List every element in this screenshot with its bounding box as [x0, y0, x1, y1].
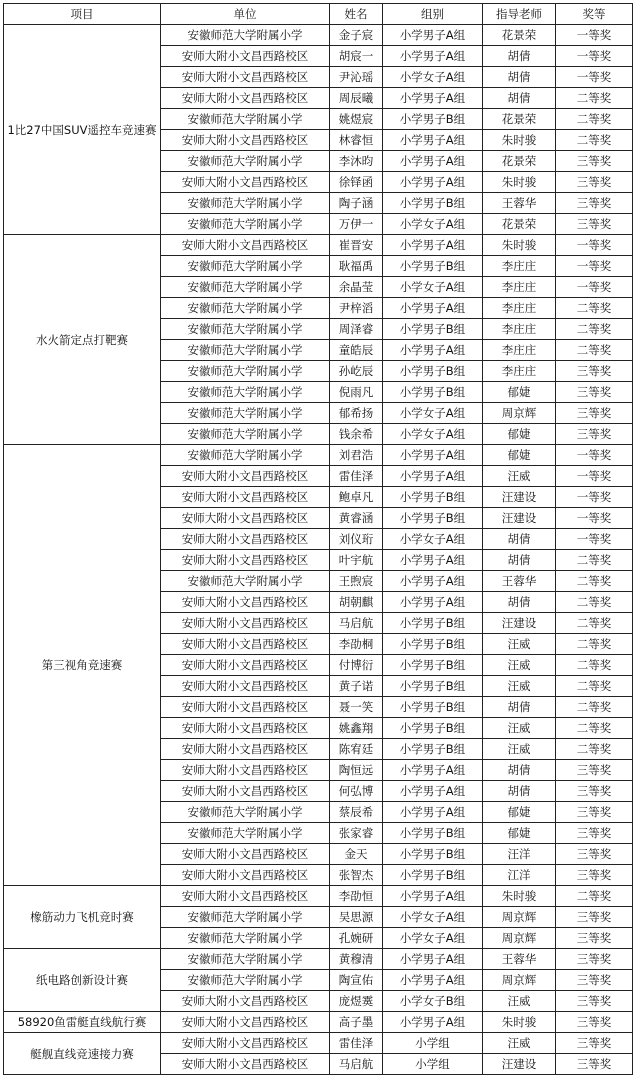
teacher-cell: 汪威 — [483, 634, 556, 655]
teacher-cell: 胡倩 — [483, 697, 556, 718]
name-cell: 钱余希 — [330, 424, 383, 445]
award-cell: 三等奖 — [556, 781, 633, 802]
teacher-cell: 朱时骏 — [483, 886, 556, 907]
name-cell: 尹沁瑶 — [330, 67, 383, 88]
group-cell: 小学男子B组 — [383, 676, 483, 697]
award-cell: 一等奖 — [556, 466, 633, 487]
teacher-cell: 汪威 — [483, 991, 556, 1012]
name-cell: 李沐昀 — [330, 151, 383, 172]
table-row — [4, 1033, 633, 1054]
header-name: 姓名 — [330, 4, 383, 25]
unit-cell: 安徽师范大学附属小学 — [161, 109, 330, 130]
group-cell: 小学男子B组 — [383, 739, 483, 760]
group-cell: 小学男子A组 — [383, 298, 483, 319]
group-cell: 小学男子B组 — [383, 109, 483, 130]
group-cell: 小学男子A组 — [383, 760, 483, 781]
name-cell: 黄穆清 — [330, 949, 383, 970]
table-row — [4, 235, 633, 256]
unit-cell: 安徽师范大学附属小学 — [161, 970, 330, 991]
teacher-cell: 花景荣 — [483, 151, 556, 172]
group-cell: 小学男子B组 — [383, 718, 483, 739]
name-cell: 耿福禹 — [330, 256, 383, 277]
name-cell: 陶子涵 — [330, 193, 383, 214]
unit-cell: 安徽师范大学附属小学 — [161, 340, 330, 361]
unit-cell: 安徽师范大学附属小学 — [161, 445, 330, 466]
award-cell: 三等奖 — [556, 151, 633, 172]
name-cell: 万伊一 — [330, 214, 383, 235]
teacher-cell: 王蓉华 — [483, 571, 556, 592]
teacher-cell: 朱时骏 — [483, 1012, 556, 1033]
award-cell: 二等奖 — [556, 739, 633, 760]
project-cell: 1比27中国SUV遥控车竞速赛 — [4, 25, 161, 235]
name-cell: 黄睿涵 — [330, 508, 383, 529]
unit-cell: 安师大附小文昌西路校区 — [161, 529, 330, 550]
group-cell: 小学男子A组 — [383, 592, 483, 613]
header-row — [4, 4, 633, 25]
group-cell: 小学男子A组 — [383, 970, 483, 991]
group-cell: 小学男子A组 — [383, 172, 483, 193]
award-cell: 三等奖 — [556, 970, 633, 991]
group-cell: 小学女子A组 — [383, 928, 483, 949]
table-row — [4, 445, 633, 466]
name-cell: 张智杰 — [330, 865, 383, 886]
unit-cell: 安徽师范大学附属小学 — [161, 928, 330, 949]
unit-cell: 安徽师范大学附属小学 — [161, 193, 330, 214]
teacher-cell: 汪威 — [483, 739, 556, 760]
unit-cell: 安徽师范大学附属小学 — [161, 361, 330, 382]
teacher-cell: 胡倩 — [483, 67, 556, 88]
unit-cell: 安师大附小文昌西路校区 — [161, 1012, 330, 1033]
name-cell: 郁希扬 — [330, 403, 383, 424]
name-cell: 高子墨 — [330, 1012, 383, 1033]
header-group: 组别 — [383, 4, 483, 25]
teacher-cell: 花景荣 — [483, 25, 556, 46]
teacher-cell: 胡倩 — [483, 592, 556, 613]
group-cell: 小学男子A组 — [383, 571, 483, 592]
header-teacher: 指导老师 — [483, 4, 556, 25]
teacher-cell: 汪威 — [483, 1033, 556, 1054]
teacher-cell: 花景荣 — [483, 214, 556, 235]
award-cell: 二等奖 — [556, 886, 633, 907]
group-cell: 小学女子B组 — [383, 991, 483, 1012]
group-cell: 小学男子A组 — [383, 25, 483, 46]
teacher-cell: 郁婕 — [483, 802, 556, 823]
teacher-cell: 周京辉 — [483, 907, 556, 928]
award-cell: 一等奖 — [556, 25, 633, 46]
group-cell: 小学男子B组 — [383, 193, 483, 214]
name-cell: 周辰曦 — [330, 88, 383, 109]
award-cell: 三等奖 — [556, 844, 633, 865]
name-cell: 马启航 — [330, 613, 383, 634]
table-body — [4, 25, 633, 1075]
name-cell: 崔晋安 — [330, 235, 383, 256]
award-cell: 二等奖 — [556, 676, 633, 697]
teacher-cell: 李庄庄 — [483, 319, 556, 340]
unit-cell: 安徽师范大学附属小学 — [161, 214, 330, 235]
teacher-cell: 周京辉 — [483, 403, 556, 424]
project-cell: 58920鱼雷艇直线航行赛 — [4, 1012, 161, 1033]
award-cell: 三等奖 — [556, 1054, 633, 1075]
group-cell: 小学男子A组 — [383, 130, 483, 151]
project-cell: 艇舰直线竞速接力赛 — [4, 1033, 161, 1075]
name-cell: 叶宇航 — [330, 550, 383, 571]
group-cell: 小学男子B组 — [383, 844, 483, 865]
unit-cell: 安徽师范大学附属小学 — [161, 802, 330, 823]
teacher-cell: 汪建设 — [483, 613, 556, 634]
award-cell: 三等奖 — [556, 403, 633, 424]
name-cell: 马启航 — [330, 1054, 383, 1075]
teacher-cell: 花景荣 — [483, 109, 556, 130]
name-cell: 陶宣佑 — [330, 970, 383, 991]
teacher-cell: 王蓉华 — [483, 949, 556, 970]
group-cell: 小学男子B组 — [383, 865, 483, 886]
award-cell: 一等奖 — [556, 235, 633, 256]
award-cell: 一等奖 — [556, 508, 633, 529]
teacher-cell: 胡倩 — [483, 529, 556, 550]
name-cell: 聂一笑 — [330, 697, 383, 718]
unit-cell: 安徽师范大学附属小学 — [161, 298, 330, 319]
name-cell: 胡朝麒 — [330, 592, 383, 613]
award-cell: 三等奖 — [556, 823, 633, 844]
award-cell: 二等奖 — [556, 697, 633, 718]
group-cell: 小学男子B组 — [383, 319, 483, 340]
name-cell: 李劭恒 — [330, 886, 383, 907]
group-cell: 小学组 — [383, 1054, 483, 1075]
unit-cell: 安徽师范大学附属小学 — [161, 823, 330, 844]
award-cell: 三等奖 — [556, 928, 633, 949]
award-cell: 一等奖 — [556, 67, 633, 88]
group-cell: 小学男子A组 — [383, 466, 483, 487]
unit-cell: 安师大附小文昌西路校区 — [161, 613, 330, 634]
unit-cell: 安师大附小文昌西路校区 — [161, 697, 330, 718]
name-cell: 胡宸一 — [330, 46, 383, 67]
teacher-cell: 胡倩 — [483, 550, 556, 571]
name-cell: 尹梓滔 — [330, 298, 383, 319]
teacher-cell: 李庄庄 — [483, 277, 556, 298]
group-cell: 小学男子B组 — [383, 634, 483, 655]
name-cell: 金子宸 — [330, 25, 383, 46]
unit-cell: 安徽师范大学附属小学 — [161, 571, 330, 592]
unit-cell: 安徽师范大学附属小学 — [161, 277, 330, 298]
table-row — [4, 886, 633, 907]
group-cell: 小学男子B组 — [383, 697, 483, 718]
name-cell: 倪雨凡 — [330, 382, 383, 403]
teacher-cell: 郁婕 — [483, 823, 556, 844]
award-cell: 二等奖 — [556, 613, 633, 634]
group-cell: 小学女子A组 — [383, 403, 483, 424]
unit-cell: 安师大附小文昌西路校区 — [161, 865, 330, 886]
name-cell: 林睿恒 — [330, 130, 383, 151]
teacher-cell: 汪威 — [483, 676, 556, 697]
teacher-cell: 胡倩 — [483, 781, 556, 802]
award-cell: 一等奖 — [556, 487, 633, 508]
unit-cell: 安师大附小文昌西路校区 — [161, 508, 330, 529]
group-cell: 小学组 — [383, 1033, 483, 1054]
name-cell: 雷佳泽 — [330, 1033, 383, 1054]
unit-cell: 安师大附小文昌西路校区 — [161, 172, 330, 193]
unit-cell: 安徽师范大学附属小学 — [161, 382, 330, 403]
group-cell: 小学男子A组 — [383, 550, 483, 571]
award-cell: 三等奖 — [556, 991, 633, 1012]
group-cell: 小学女子A组 — [383, 214, 483, 235]
award-cell: 一等奖 — [556, 256, 633, 277]
name-cell: 陈宥廷 — [330, 739, 383, 760]
group-cell: 小学男子B组 — [383, 823, 483, 844]
group-cell: 小学男子A组 — [383, 235, 483, 256]
award-cell: 三等奖 — [556, 382, 633, 403]
unit-cell: 安徽师范大学附属小学 — [161, 424, 330, 445]
award-cell: 三等奖 — [556, 949, 633, 970]
name-cell: 雷佳泽 — [330, 466, 383, 487]
group-cell: 小学男子B组 — [383, 508, 483, 529]
header-unit: 单位 — [161, 4, 330, 25]
teacher-cell: 朱时骏 — [483, 235, 556, 256]
teacher-cell: 江洋 — [483, 865, 556, 886]
teacher-cell: 郁婕 — [483, 424, 556, 445]
group-cell: 小学女子A组 — [383, 529, 483, 550]
name-cell: 姚鑫翔 — [330, 718, 383, 739]
unit-cell: 安师大附小文昌西路校区 — [161, 1033, 330, 1054]
name-cell: 黄子诺 — [330, 676, 383, 697]
teacher-cell: 李庄庄 — [483, 340, 556, 361]
name-cell: 童皓辰 — [330, 340, 383, 361]
teacher-cell: 周京辉 — [483, 970, 556, 991]
teacher-cell: 汪建设 — [483, 487, 556, 508]
name-cell: 孔婉研 — [330, 928, 383, 949]
unit-cell: 安师大附小文昌西路校区 — [161, 655, 330, 676]
group-cell: 小学男子A组 — [383, 151, 483, 172]
name-cell: 付博衍 — [330, 655, 383, 676]
award-cell: 三等奖 — [556, 865, 633, 886]
unit-cell: 安徽师范大学附属小学 — [161, 319, 330, 340]
unit-cell: 安徽师范大学附属小学 — [161, 907, 330, 928]
unit-cell: 安徽师范大学附属小学 — [161, 25, 330, 46]
name-cell: 徐铎函 — [330, 172, 383, 193]
group-cell: 小学男子A组 — [383, 340, 483, 361]
teacher-cell: 胡倩 — [483, 88, 556, 109]
name-cell: 蔡辰希 — [330, 802, 383, 823]
award-cell: 二等奖 — [556, 88, 633, 109]
awards-table — [3, 3, 633, 1075]
award-cell: 三等奖 — [556, 361, 633, 382]
name-cell: 余晶莹 — [330, 277, 383, 298]
name-cell: 刘君浩 — [330, 445, 383, 466]
teacher-cell: 周京辉 — [483, 928, 556, 949]
teacher-cell: 李庄庄 — [483, 256, 556, 277]
teacher-cell: 汪威 — [483, 466, 556, 487]
teacher-cell: 朱时骏 — [483, 172, 556, 193]
unit-cell: 安师大附小文昌西路校区 — [161, 88, 330, 109]
teacher-cell: 汪洋 — [483, 844, 556, 865]
teacher-cell: 汪威 — [483, 655, 556, 676]
name-cell: 吴思源 — [330, 907, 383, 928]
unit-cell: 安师大附小文昌西路校区 — [161, 487, 330, 508]
award-cell: 一等奖 — [556, 277, 633, 298]
group-cell: 小学男子A组 — [383, 1012, 483, 1033]
header-award: 奖等 — [556, 4, 633, 25]
unit-cell: 安师大附小文昌西路校区 — [161, 886, 330, 907]
award-cell: 三等奖 — [556, 193, 633, 214]
project-cell: 第三视角竞速赛 — [4, 445, 161, 886]
unit-cell: 安师大附小文昌西路校区 — [161, 718, 330, 739]
award-cell: 三等奖 — [556, 907, 633, 928]
unit-cell: 安师大附小文昌西路校区 — [161, 676, 330, 697]
project-cell: 水火箭定点打靶赛 — [4, 235, 161, 445]
name-cell: 鲍卓凡 — [330, 487, 383, 508]
unit-cell: 安徽师范大学附属小学 — [161, 403, 330, 424]
award-cell: 一等奖 — [556, 445, 633, 466]
award-cell: 二等奖 — [556, 634, 633, 655]
name-cell: 周泽睿 — [330, 319, 383, 340]
group-cell: 小学男子B组 — [383, 361, 483, 382]
unit-cell: 安师大附小文昌西路校区 — [161, 781, 330, 802]
name-cell: 何弘博 — [330, 781, 383, 802]
group-cell: 小学男子B组 — [383, 256, 483, 277]
unit-cell: 安师大附小文昌西路校区 — [161, 760, 330, 781]
award-cell: 三等奖 — [556, 214, 633, 235]
unit-cell: 安师大附小文昌西路校区 — [161, 739, 330, 760]
group-cell: 小学男子B组 — [383, 487, 483, 508]
group-cell: 小学男子B组 — [383, 655, 483, 676]
name-cell: 姚煜宸 — [330, 109, 383, 130]
teacher-cell: 汪威 — [483, 718, 556, 739]
table-row — [4, 1012, 633, 1033]
unit-cell: 安师大附小文昌西路校区 — [161, 67, 330, 88]
group-cell: 小学男子A组 — [383, 88, 483, 109]
table-row — [4, 949, 633, 970]
group-cell: 小学男子B组 — [383, 382, 483, 403]
header-project: 项目 — [4, 4, 161, 25]
unit-cell: 安师大附小文昌西路校区 — [161, 634, 330, 655]
award-cell: 二等奖 — [556, 298, 633, 319]
teacher-cell: 郁婕 — [483, 445, 556, 466]
project-cell: 纸电路创新设计赛 — [4, 949, 161, 1012]
name-cell: 张家睿 — [330, 823, 383, 844]
unit-cell: 安师大附小文昌西路校区 — [161, 130, 330, 151]
name-cell: 陶恒远 — [330, 760, 383, 781]
award-cell: 三等奖 — [556, 424, 633, 445]
group-cell: 小学男子A组 — [383, 886, 483, 907]
award-cell: 二等奖 — [556, 655, 633, 676]
award-cell: 二等奖 — [556, 718, 633, 739]
award-cell: 二等奖 — [556, 130, 633, 151]
name-cell: 王煦宸 — [330, 571, 383, 592]
project-cell: 橡筋动力飞机竞时赛 — [4, 886, 161, 949]
award-cell: 二等奖 — [556, 319, 633, 340]
group-cell: 小学女子A组 — [383, 277, 483, 298]
unit-cell: 安师大附小文昌西路校区 — [161, 235, 330, 256]
teacher-cell: 李庄庄 — [483, 298, 556, 319]
award-cell: 二等奖 — [556, 571, 633, 592]
award-cell: 二等奖 — [556, 109, 633, 130]
unit-cell: 安师大附小文昌西路校区 — [161, 466, 330, 487]
unit-cell: 安师大附小文昌西路校区 — [161, 991, 330, 1012]
unit-cell: 安徽师范大学附属小学 — [161, 256, 330, 277]
unit-cell: 安师大附小文昌西路校区 — [161, 46, 330, 67]
award-cell: 二等奖 — [556, 550, 633, 571]
group-cell: 小学男子A组 — [383, 949, 483, 970]
name-cell: 孙屹辰 — [330, 361, 383, 382]
group-cell: 小学女子A组 — [383, 424, 483, 445]
award-cell: 二等奖 — [556, 340, 633, 361]
award-cell: 一等奖 — [556, 529, 633, 550]
unit-cell: 安师大附小文昌西路校区 — [161, 844, 330, 865]
group-cell: 小学女子A组 — [383, 907, 483, 928]
award-cell: 一等奖 — [556, 46, 633, 67]
award-cell: 二等奖 — [556, 592, 633, 613]
teacher-cell: 胡倩 — [483, 46, 556, 67]
unit-cell: 安徽师范大学附属小学 — [161, 151, 330, 172]
group-cell: 小学男子A组 — [383, 781, 483, 802]
award-cell: 三等奖 — [556, 172, 633, 193]
group-cell: 小学男子A组 — [383, 46, 483, 67]
unit-cell: 安师大附小文昌西路校区 — [161, 1054, 330, 1075]
award-cell: 三等奖 — [556, 1012, 633, 1033]
name-cell: 刘仪珩 — [330, 529, 383, 550]
unit-cell: 安徽师范大学附属小学 — [161, 949, 330, 970]
teacher-cell: 汪建设 — [483, 508, 556, 529]
name-cell: 李劭桐 — [330, 634, 383, 655]
group-cell: 小学男子A组 — [383, 445, 483, 466]
name-cell: 庞煜霙 — [330, 991, 383, 1012]
award-cell: 三等奖 — [556, 760, 633, 781]
teacher-cell: 汪建设 — [483, 1054, 556, 1075]
teacher-cell: 朱时骏 — [483, 130, 556, 151]
name-cell: 金天 — [330, 844, 383, 865]
teacher-cell: 李庄庄 — [483, 361, 556, 382]
unit-cell: 安师大附小文昌西路校区 — [161, 550, 330, 571]
unit-cell: 安师大附小文昌西路校区 — [161, 592, 330, 613]
teacher-cell: 郁婕 — [483, 382, 556, 403]
award-cell: 三等奖 — [556, 1033, 633, 1054]
table-row — [4, 25, 633, 46]
group-cell: 小学男子A组 — [383, 802, 483, 823]
group-cell: 小学男子B组 — [383, 613, 483, 634]
teacher-cell: 王蓉华 — [483, 193, 556, 214]
teacher-cell: 胡倩 — [483, 760, 556, 781]
award-cell: 三等奖 — [556, 802, 633, 823]
group-cell: 小学女子A组 — [383, 67, 483, 88]
